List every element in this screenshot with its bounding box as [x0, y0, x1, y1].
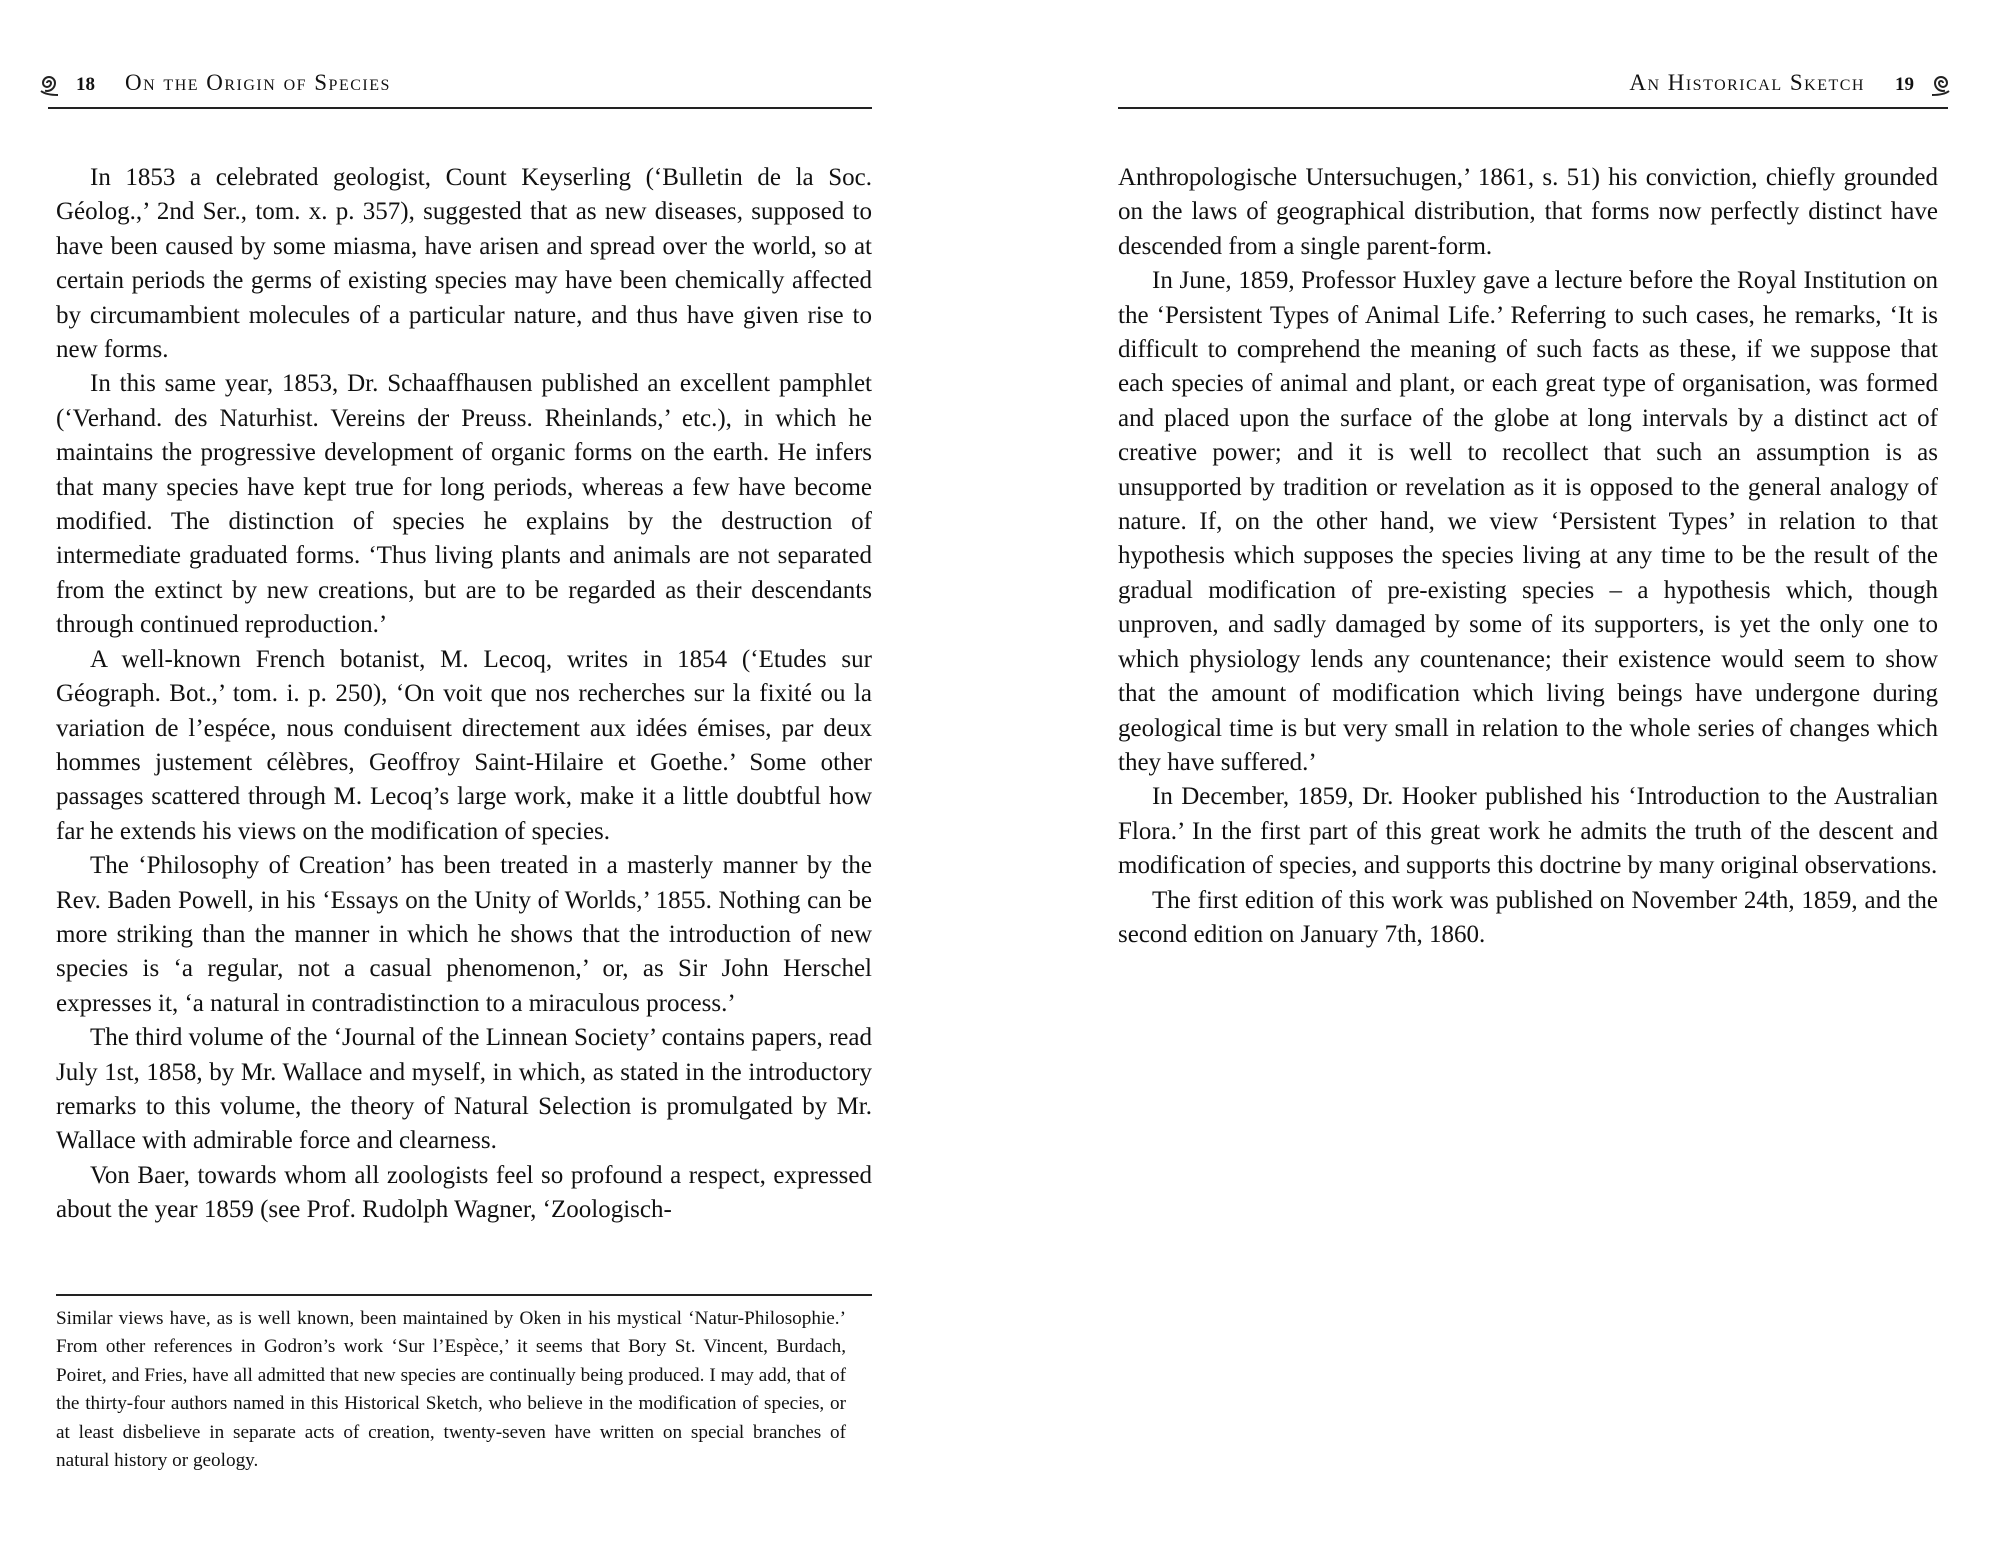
- paragraph: Von Baer, towards whom all zoologists feel so profound a respect, expressed about the year 1859 (see Prof. Rudolph Wagner, ‘Zoologisch-: [56, 1161, 872, 1224]
- header-rule: [48, 107, 872, 109]
- body-text: [56, 161, 872, 1228]
- continued-paragraph: Anthropologische Untersuchugen,’ 1861, s. 51) his conviction, chiefly grounded on the laws of geographical distribution, that forms now perfectly distinct have descended from a single parent-form.: [1118, 164, 1938, 260]
- running-head-title: An Historical Sketch: [1629, 70, 1865, 95]
- running-head-title: On the Origin of Species: [125, 70, 391, 95]
- right-running-head: [1118, 64, 1954, 94]
- page-number: 18: [76, 74, 95, 95]
- paragraph: In June, 1859, Professor Huxley gave a lecture before the Royal Institution on the ‘Persistent Types of Animal Life.’ Referring to such cases, he remarks, ‘It is difficult to comprehend the meaning of such facts as these, if we suppose that each species of animal and plant, or each great type of organisation, was formed and placed upon the surface of the globe at long intervals by a distinct act of creative power; and it is well to recollect that such an assumption is as unsupported by tradition or revelation as it is opposed to the general analogy of nature. If, on the other hand, we view ‘Persistent Types’ in relation to that hypothesis which supposes the species living at any time to be the result of the gradual modification of pre-existing species – a hypothesis which, though unproven, and sadly damaged by some of its supporters, is yet the only one to which physiology lends any countenance; their existence would seem to show that the amount of modification which living beings have undergone during geological time is but very small in relation to the whole series of changes which they have suffered.’: [1118, 267, 1938, 776]
- page-number: 19: [1895, 74, 1914, 95]
- spiral-ornament-icon: [1928, 70, 1954, 96]
- paragraph: In December, 1859, Dr. Hooker published his ‘Introduction to the Australian Flora.’ In the first part of this great work he admits the truth of the descent and modification of species, and supports this doctrine by many original observations.: [1118, 783, 1938, 880]
- paragraph: The third volume of the ‘Journal of the Linnean Society’ contains papers, read July 1st, 1858, by Mr. Wallace and myself, in which, as stated in the introductory remarks to this volume, the theory of Natural Selection is promulgated by Mr. Wallace with admirable force and clearness.: [56, 1024, 872, 1155]
- paragraph: The first edition of this work was published on November 24th, 1859, and the second edition on January 7th, 1860.: [1118, 886, 1938, 948]
- right-page: [1000, 0, 2000, 1560]
- left-running-head: [36, 64, 872, 94]
- footnote: Similar views have, as is well known, been maintained by Oken in his mystical ‘Natur-Philosophie.’ From other references in Godron’s work ‘Sur l’Espèce,’ it seems that Bory St. Vincent, Burdach, Poiret, and Fries, have all admitted that new species are continually being produced. I may add, that of the thirty-four authors named in this Historical Sketch, who believe in the modification of species, or at least disbelieve in separate acts of creation, twenty-seven have written on special branches of natural history or geology.: [56, 1308, 846, 1472]
- spiral-ornament-icon: [36, 70, 62, 96]
- body-text: [1118, 161, 1938, 952]
- paragraph: In 1853 a celebrated geologist, Count Keyserling (‘Bulletin de la Soc. Géolog.,’ 2nd Ser., tom. x. p. 357), suggested that as new diseases, supposed to have been caused by some miasma, have arisen and spread over the world, so at certain periods the germs of existing species may have been chemically affected by circumambient molecules of a particular nature, and thus have given rise to new forms.: [56, 164, 872, 364]
- header-rule: [1118, 107, 1948, 109]
- paragraph: In this same year, 1853, Dr. Schaaffhausen published an excellent pamphlet (‘Verhand. des Naturhist. Vereins der Preuss. Rheinlands,’ etc.), in which he maintains the progressive development of organic forms on the earth. He infers that many species have kept true for long periods, whereas a few have become modified. The distinction of species he explains by the destruction of intermediate graduated forms. ‘Thus living plants and animals are not separated from the extinct by new creations, but are to be regarded as their descendants through continued reproduction.’: [56, 370, 872, 639]
- footnote-rule: [56, 1294, 872, 1296]
- paragraph: The ‘Philosophy of Creation’ has been treated in a masterly manner by the Rev. Baden Powell, in his ‘Essays on the Unity of Worlds,’ 1855. Nothing can be more striking than the manner in which he shows that the introduction of new species is ‘a regular, not a casual phenomenon,’ or, as Sir John Herschel expresses it, ‘a natural in contradistinction to a miraculous process.’: [56, 852, 872, 1017]
- paragraph: A well-known French botanist, M. Lecoq, writes in 1854 (‘Etudes sur Géograph. Bot.,’ tom. i. p. 250), ‘On voit que nos recherches sur la fixité ou la variation de l’espéce, nous conduisent directement aux idées émises, par deux hommes justement célèbres, Geoffroy Saint-Hilaire et Goethe.’ Some other passages scattered through M. Lecoq’s large work, make it a little doubtful how far he extends his views on the modification of species.: [56, 645, 872, 845]
